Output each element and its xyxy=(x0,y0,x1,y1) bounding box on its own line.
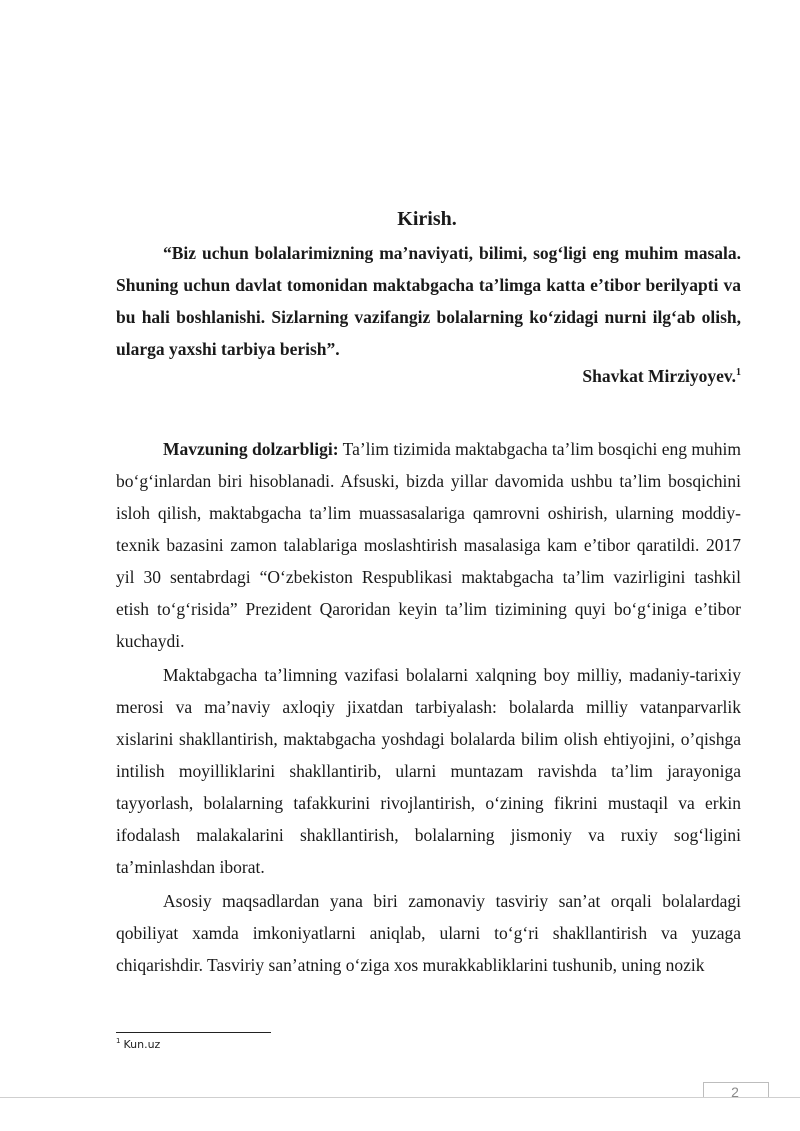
paragraph-relevance xyxy=(116,433,741,657)
epigraph-author xyxy=(582,366,741,387)
footnote-number: 1 xyxy=(116,1037,121,1046)
paragraph-lead: Mavzuning dolzarbligi: xyxy=(163,439,339,459)
paragraph-tasks: Maktabgacha ta’limning vazifasi bolalarni xalqning boy milliy, madaniy-tarixiy merosi va ma’naviy axloqiy jixatdan tarbiyalash: bolalarda milliy vatanparvarlik xislarini shakllantirish, maktabgacha yoshdagi bolalarda bilim olish ehtiyojini, o’qishga intilish moyilliklarini shakllantirib, ularni muntazam ravishda ta’lim jarayoniga tayyorlash, bolalarning tafakkurini rivojlantirish, o‘zining fikrini mustaqil va erkin ifodalash malakalarini shakllantirish, bolalarning jismoniy va ruxiy sog‘ligini ta’minlashdan iborat. xyxy=(116,665,741,877)
epigraph-quote: “Biz uchun bolalarimizning ma’naviyati, bilimi, sog‘ligi eng muhim masala. Shuning uchun davlat tomonidan maktabgacha ta’limga katta e’tibor berilyapti va bu hali boshlanishi. Sizlarning vazifangiz bolalarning ko‘zidagi nurni ilg‘ab olish, ularga yaxshi tarbiya berish”. xyxy=(116,243,741,359)
author-name: Shavkat Mirziyoyev. xyxy=(582,366,736,386)
footnote-text: Kun.uz xyxy=(123,1038,161,1051)
footnote xyxy=(116,1038,160,1051)
paragraph-goals: Asosiy maqsadlardan yana biri zamonaviy tasviriy san’at orqali bolalardagi qobiliyat xamda imkoniyatlarni aniqlab, ularni to‘g‘ri shakllantirish va yuzaga chiqarishdir. Tasviriy san’atning o‘ziga xos murakkabliklarini tushunib, uning nozik xyxy=(116,891,741,975)
page-number: 2 xyxy=(731,1084,739,1100)
section-title: Kirish. xyxy=(397,208,457,230)
paragraph-text: Ta’lim tizimida maktabgacha ta’lim bosqichi eng muhim bo‘g‘inlardan biri hisoblanadi. Afsuski, bizda yillar davomida ushbu ta’lim bosqichini isloh qilish, maktabgacha ta’lim muassasalariga qamrovni oshirish, ularning moddiy-texnik bazasini zamon talablariga moslashtirish masalasiga kam e’tibor qaratildi. 2017 yil 30 sentabrdagi “O‘zbekiston Respublikasi maktabgacha ta’lim vazirligini tashkil etish to‘g‘risida” Prezident Qaroridan keyin ta’lim tizimining quyi bo‘g‘iniga e’tibor kuchaydi. xyxy=(116,439,742,651)
footnote-reference[interactable]: 1 xyxy=(736,367,741,379)
footer-rule xyxy=(0,1097,800,1098)
footnote-separator xyxy=(116,1032,271,1033)
